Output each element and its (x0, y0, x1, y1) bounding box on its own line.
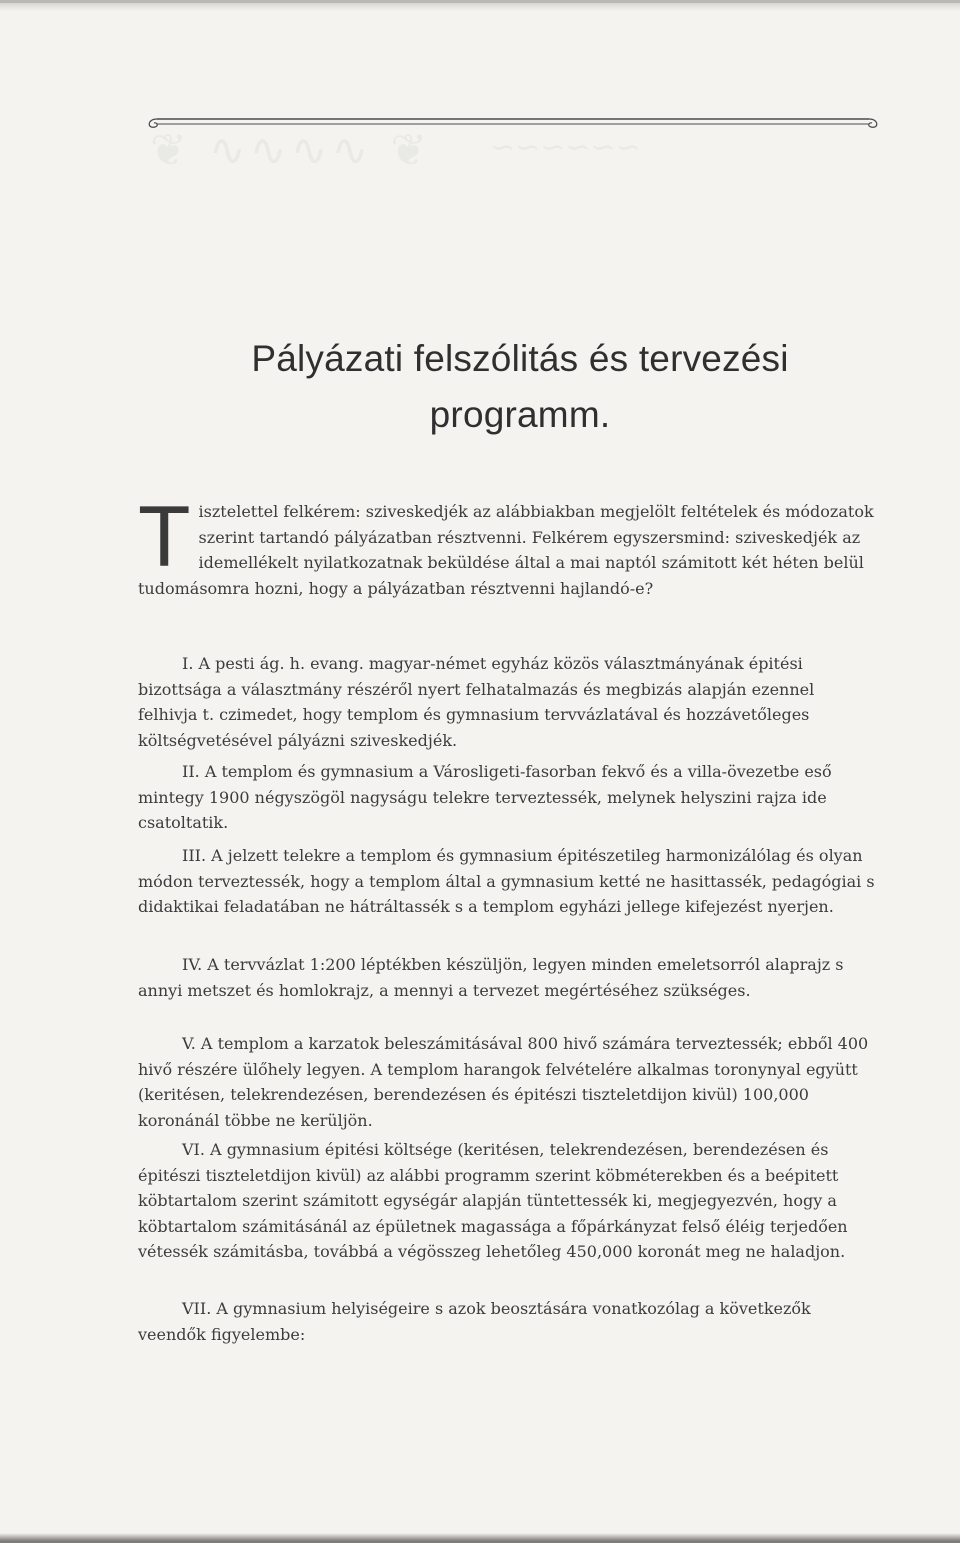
bleed-through-texture-2: ∽∽∽∽∽∽ (490, 130, 641, 165)
section-paragraph-7: VII. A gymnasium helyiségeire s azok beosztására vonatkozólag a következők veendők figyelembe: (138, 1299, 811, 1344)
bleed-through-texture: ❦ ∿∿∿∿ ❦ (150, 125, 432, 176)
intro-paragraph (138, 489, 878, 601)
section-paragraph-4: IV. A tervvázlat 1:200 léptékben készüljön, legyen minden emeletsorról alaprajz s annyi metszet és homlokrajz, a mennyi a tervezet megértéséhez szükséges. (138, 955, 844, 1000)
section-paragraph-5: V. A templom a karzatok beleszámitásával 800 hivő számára terveztessék; ebből 400 hivő részére ülőhely legyen. A templom harangok felvételére alkalmas toronynyal együtt (keritésen, telekrendezésen, berendezésen és épitészi tiszteletdijon kivül) 100,000 koronánál többe ne kerüljön. (138, 1034, 869, 1130)
document-title-continued: programm. (429, 394, 611, 435)
document-title: Pályázati felszólitás és tervezési (251, 338, 789, 379)
section-paragraph-2: II. A templom és gymnasium a Városligeti-fasorban fekvő és a villa-övezetbe eső mintegy 1900 négyszögöl nagyságu telekre terveztessék, melynek helyszini rajza ide csatoltatik. (138, 762, 832, 832)
section-paragraph-3: III. A jelzett telekre a templom és gymnasium épitészetileg harmonizálólag és olyan módon terveztessék, hogy a templom által a gymnasium ketté ne hasittassék, pedagógiai s didaktikai feladatában ne hátráltassék s a templom egyházi jellege kifejezést nyerjen. (138, 846, 875, 916)
section-paragraph-6: VI. A gymnasium épitési költsége (keritésen, telekrendezésen, berendezésen és épitészi tiszteletdijon kivül) az alábbi programm szerint köbméterekben és a beépitett köbtartalom szerint számitott egységár alapján tüntettessék ki, megjegyezvén, hogy a köbtartalom számitásánál az épületnek magassága a főpárkányzat felső éléig terjedően vétessék számitásba, továbbá a végösszeg lehetőleg 450,000 koronát meg ne haladjon. (138, 1140, 848, 1261)
page-bottom-edge (0, 1533, 960, 1543)
intro-text: isztelettel felkérem: sziveskedjék az alábbiakban megjelölt feltételek és módozatok szerint tartandó pályázatban résztvenni. Felkérem egyszersmind: sziveskedjék az idemellékelt nyilatkozatnak beküldése által a mai naptól számitott két héten belül tudomásomra hozni, hogy a pályázatban résztvenni hajlandó-e? (138, 502, 874, 598)
drop-cap: T (138, 489, 191, 585)
section-paragraph-1: I. A pesti ág. h. evang. magyar-német egyház közös választmányának épitési bizottsága a választmány részéről nyert felhatalmazás és megbizás alapján ezennel felhivja t. czimedet, hogy templom és gymnasium tervvázlatával és hozzávetőleges költségvetésével pályázni sziveskedjék. (138, 654, 815, 750)
page-top-shadow (0, 3, 960, 11)
